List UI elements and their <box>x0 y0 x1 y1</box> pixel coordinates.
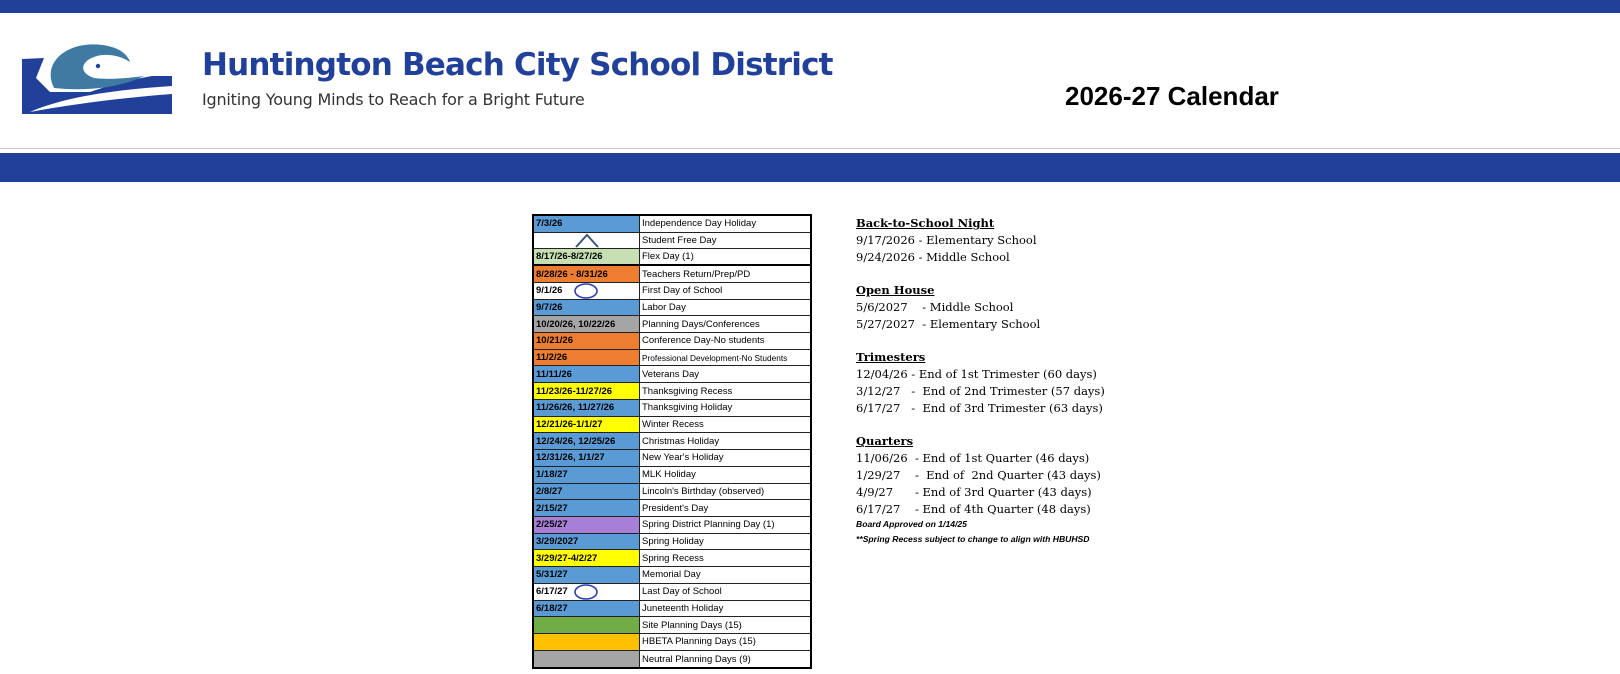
legend-row <box>534 467 810 484</box>
legend-date-cell: 6/18/27 <box>534 601 640 617</box>
legend-description-cell: Planning Days/Conferences <box>642 318 760 330</box>
legend-date-cell: 5/31/27 <box>534 567 640 583</box>
district-logo-icon <box>22 42 172 114</box>
legend-description-cell: Juneteenth Holiday <box>642 602 724 614</box>
header-divider <box>0 148 1620 149</box>
important-dates-panel <box>856 215 1105 547</box>
legend-row <box>534 350 810 367</box>
legend-row <box>534 484 810 501</box>
legend-description-cell: Flex Day (1) <box>642 251 694 263</box>
legend-row <box>534 500 810 517</box>
legend-date-cell: 8/28/26 - 8/31/26 <box>534 266 640 282</box>
legend-row <box>534 266 810 283</box>
legend-row <box>534 249 810 266</box>
triangle-icon <box>574 233 600 248</box>
legend-description-cell: First Day of School <box>642 285 723 297</box>
legend-row <box>534 366 810 383</box>
spring-recess-note: **Spring Recess subject to change to align with HBUHSD <box>856 534 1090 545</box>
district-tagline: Igniting Young Minds to Reach for a Bright Future <box>202 90 585 109</box>
legend-row <box>534 216 810 233</box>
trimester-line: 3/12/27 - End of 2nd Trimester (57 days) <box>856 383 1105 398</box>
legend-row <box>534 617 810 634</box>
legend-description-cell: President's Day <box>642 502 709 514</box>
oval-icon <box>573 584 599 600</box>
legend-row <box>534 417 810 434</box>
quarter-line: 6/17/27 - End of 4th Quarter (48 days) <box>856 501 1091 516</box>
legend-date-cell: 2/15/27 <box>534 500 640 516</box>
trimesters-heading: Trimesters <box>856 350 926 365</box>
legend-row <box>534 316 810 333</box>
legend-description-cell: Veterans Day <box>642 368 700 380</box>
legend-description-cell: Site Planning Days (15) <box>642 619 742 631</box>
quarter-line: 11/06/26 - End of 1st Quarter (46 days) <box>856 451 1090 466</box>
legend-row <box>534 383 810 400</box>
legend-date-cell <box>534 651 640 668</box>
legend-description-cell: New Year's Holiday <box>642 452 724 464</box>
legend-description-cell: Spring Holiday <box>642 536 704 548</box>
legend-description-cell: Conference Day-No students <box>642 335 765 347</box>
legend-date-cell: 10/20/26, 10/22/26 <box>534 316 640 332</box>
legend-date-cell <box>534 634 640 650</box>
legend-row <box>534 450 810 467</box>
header-bottom-bar <box>0 153 1620 182</box>
legend-description-cell: MLK Holiday <box>642 469 696 481</box>
legend-row <box>534 233 810 250</box>
legend-row <box>534 584 810 601</box>
legend-description-cell: Spring Recess <box>642 552 704 564</box>
legend-description-cell: HBETA Planning Days (15) <box>642 636 756 648</box>
legend-description-cell: Spring District Planning Day (1) <box>642 519 775 531</box>
legend-description-cell: Student Free Day <box>642 235 717 247</box>
legend-row <box>534 567 810 584</box>
legend-date-cell: 7/3/26 <box>534 216 640 232</box>
legend-row <box>534 300 810 317</box>
legend-date-cell: 3/29/2027 <box>534 534 640 550</box>
legend-date-cell: 12/24/26, 12/25/26 <box>534 433 640 449</box>
legend-row <box>534 400 810 417</box>
legend-description-cell: Last Day of School <box>642 586 722 598</box>
district-name: Huntington Beach City School District <box>202 47 833 83</box>
legend-description-cell: Memorial Day <box>642 569 701 581</box>
quarter-line: 4/9/27 - End of 3rd Quarter (43 days) <box>856 484 1092 499</box>
legend-row <box>534 283 810 300</box>
calendar-legend-table <box>532 214 812 669</box>
open-house-heading: Open House <box>856 283 935 298</box>
open-house-line: 5/6/2027 - Middle School <box>856 299 1014 314</box>
legend-description-cell: Independence Day Holiday <box>642 218 757 230</box>
legend-date-cell: 9/1/26 <box>534 283 640 299</box>
back-to-school-line: 9/17/2026 - Elementary School <box>856 232 1037 247</box>
legend-row <box>534 550 810 567</box>
legend-description-cell: Neutral Planning Days (9) <box>642 653 751 665</box>
board-approval-note: Board Approved on 1/14/25 <box>856 519 967 530</box>
legend-date-cell: 2/8/27 <box>534 484 640 500</box>
quarters-heading: Quarters <box>856 434 914 449</box>
legend-description-cell: Thanksgiving Recess <box>642 385 733 397</box>
legend-description-cell: Teachers Return/Prep/PD <box>642 268 751 280</box>
legend-date-cell: 11/2/26 <box>534 350 640 366</box>
legend-date-cell <box>534 617 640 633</box>
legend-date-cell: 2/25/27 <box>534 517 640 533</box>
legend-date-cell <box>534 233 640 249</box>
back-to-school-line: 9/24/2026 - Middle School <box>856 249 1010 264</box>
legend-row <box>534 534 810 551</box>
open-house-line: 5/27/2027 - Elementary School <box>856 316 1041 331</box>
legend-row <box>534 333 810 350</box>
legend-row <box>534 517 810 534</box>
legend-row <box>534 634 810 651</box>
calendar-title: 2026-27 Calendar <box>1065 81 1279 111</box>
oval-icon <box>573 283 599 299</box>
legend-date-cell: 11/23/26-11/27/26 <box>534 383 640 399</box>
legend-date-cell: 3/29/27-4/2/27 <box>534 550 640 566</box>
legend-description-cell: Professional Development-No Students <box>642 352 788 363</box>
legend-description-cell: Winter Recess <box>642 418 704 430</box>
legend-date-cell: 11/11/26 <box>534 366 640 382</box>
legend-date-cell: 10/21/26 <box>534 333 640 349</box>
back-to-school-heading: Back-to-School Night <box>856 216 995 230</box>
legend-date-cell: 9/7/26 <box>534 300 640 316</box>
quarter-line: 1/29/27 - End of 2nd Quarter (43 days) <box>856 467 1101 482</box>
legend-row <box>534 601 810 618</box>
legend-date-cell: 8/17/26-8/27/26 <box>534 249 640 264</box>
legend-date-cell: 12/21/26-1/1/27 <box>534 417 640 433</box>
legend-row <box>534 433 810 450</box>
trimester-line: 12/04/26 - End of 1st Trimester (60 days) <box>856 367 1097 382</box>
legend-row <box>534 651 810 668</box>
top-banner-bar <box>0 0 1620 13</box>
legend-date-cell: 12/31/26, 1/1/27 <box>534 450 640 466</box>
trimester-line: 6/17/27 - End of 3rd Trimester (63 days) <box>856 400 1103 415</box>
legend-description-cell: Christmas Holiday <box>642 435 720 447</box>
legend-description-cell: Thanksgiving Holiday <box>642 402 733 414</box>
legend-date-cell: 11/26/26, 11/27/26 <box>534 400 640 416</box>
legend-description-cell: Labor Day <box>642 301 686 313</box>
legend-description-cell: Lincoln's Birthday (observed) <box>642 485 765 497</box>
legend-date-cell: 6/17/27 <box>534 584 640 600</box>
legend-date-cell: 1/18/27 <box>534 467 640 483</box>
